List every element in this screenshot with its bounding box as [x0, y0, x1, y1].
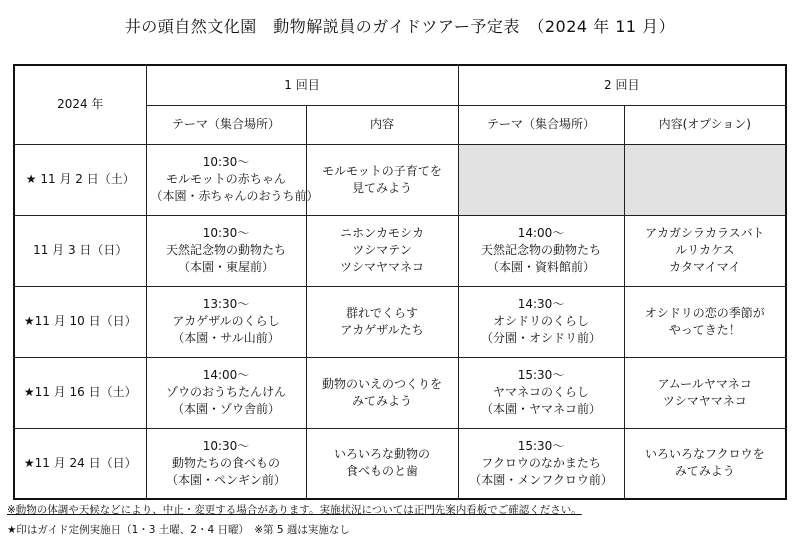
- content-line: いろいろな動物の: [334, 447, 431, 462]
- meeting-place: （本園・資料館前）: [487, 260, 596, 274]
- table-row: [14, 286, 786, 357]
- theme-name: モルモットの赤ちゃん: [166, 172, 286, 186]
- start-time: 14:00～: [202, 368, 250, 382]
- date-cell: ★ 11 月 2 日（土）: [14, 144, 146, 215]
- date-cell: ★11 月 10 日（日）: [14, 286, 146, 357]
- theme-name: 天然記念物の動物たち: [481, 243, 602, 257]
- round2-content-cell: [624, 144, 786, 215]
- theme-name: フクロウのなかまたち: [481, 455, 601, 470]
- round1-content-cell: [306, 428, 458, 499]
- start-time: 14:00～: [517, 226, 565, 240]
- content-header-1: 内容: [306, 105, 458, 144]
- round1-content-cell: [306, 357, 458, 428]
- content-line: ルリカケス: [675, 243, 735, 257]
- content-line: モルモットの子育てを: [322, 163, 442, 178]
- round2-content-cell: [624, 357, 786, 428]
- meeting-place: （分園・オシドリ前）: [481, 331, 602, 345]
- table-row: [14, 428, 786, 499]
- start-time: 13:30～: [202, 297, 250, 311]
- theme-name: アカゲザルのくらし: [172, 314, 280, 328]
- note-cancellation: ※動物の体調や天候などにより、中止・変更する場合があります。実施状況については正門先案内看板でご確認ください。: [7, 504, 582, 516]
- content-line: 見てみよう: [352, 180, 413, 195]
- content-line: オシドリの恋の季節が: [644, 305, 765, 320]
- meeting-place: （本園・ペンギン前）: [166, 472, 286, 487]
- round1-content-cell: [306, 286, 458, 357]
- round2-content-cell: [624, 428, 786, 499]
- round1-theme-cell: [146, 428, 306, 499]
- content-line: みてみよう: [352, 393, 413, 408]
- round2-content-cell: [624, 215, 786, 286]
- content-line: アカゲザルたち: [340, 322, 424, 337]
- round1-theme-cell: [146, 215, 306, 286]
- theme-name: 天然記念物の動物たち: [165, 243, 286, 257]
- note-star-legend: ★印はガイド定例実施日（1・3 土曜、2・4 日曜） ※第 5 週は実施なし: [7, 524, 350, 536]
- header-row-rounds: [14, 65, 786, 105]
- date-cell: ★11 月 24 日（日）: [14, 428, 146, 499]
- round1-theme-cell: [146, 286, 306, 357]
- round2-header: 2 回目: [458, 65, 786, 105]
- round1-content-cell: [306, 215, 458, 286]
- page-title: 井の頭自然文化園 動物解説員のガイドツアー予定表 （2024 年 11 月）: [124, 17, 676, 36]
- content-line: ニホンカモシカ: [340, 226, 425, 240]
- start-time: 15:30～: [517, 438, 565, 453]
- round1-theme-cell: [146, 357, 306, 428]
- round2-theme-cell: [458, 144, 624, 215]
- content-line: 食べものと歯: [346, 464, 419, 479]
- meeting-place: （本園・赤ちゃんのおうち前）: [150, 189, 319, 203]
- content-line: いろいろなフクロウを: [644, 447, 765, 462]
- round1-theme-cell: [146, 144, 319, 215]
- content-line: 動物のいえのつくりを: [322, 376, 443, 391]
- start-time: 10:30～: [202, 226, 250, 240]
- start-time: 15:30～: [517, 368, 565, 382]
- theme-name: ヤマネコのくらし: [493, 385, 590, 399]
- date-cell: ★11 月 16 日（土）: [14, 357, 146, 428]
- round2-content-cell: [624, 286, 786, 357]
- schedule-table: [13, 64, 787, 500]
- content-line: ツシマテン: [352, 243, 412, 257]
- start-time: 14:30～: [517, 297, 565, 311]
- theme-name: ゾウのおうちたんけん: [165, 385, 286, 399]
- date-cell: 11 月 3 日（日）: [14, 215, 146, 286]
- start-time: 10:30～: [202, 155, 250, 169]
- content-line: ツシマヤマネコ: [340, 260, 425, 274]
- theme-name: オシドリのくらし: [493, 314, 590, 328]
- meeting-place: （本園・ゾウ舎前）: [171, 402, 280, 416]
- meeting-place: （本園・ヤマネコ前）: [481, 402, 602, 416]
- content-line: やってきた！: [668, 322, 741, 337]
- content-line: ツシマヤマネコ: [662, 393, 747, 408]
- table-row: [14, 144, 786, 215]
- round1-header: 1 回目: [146, 65, 458, 105]
- theme-header-2: テーマ（集合場所）: [458, 105, 624, 144]
- round2-theme-cell: [458, 286, 624, 357]
- round1-content-cell: [306, 144, 458, 215]
- table-row: [14, 357, 786, 428]
- year-header: 2024 年: [14, 65, 146, 144]
- theme-name: 動物たちの食べもの: [171, 455, 280, 470]
- content-line: アカガシラカラスバト: [645, 226, 765, 240]
- round2-theme-cell: [458, 357, 624, 428]
- content-header-2: 内容(オプション): [624, 105, 786, 144]
- content-line: 群れでくらす: [346, 305, 419, 320]
- meeting-place: （本園・サル山前）: [172, 331, 280, 345]
- meeting-place: （本園・メンフクロウ前）: [469, 472, 613, 487]
- round2-theme-cell: [458, 428, 624, 499]
- content-line: カタマイマイ: [669, 260, 741, 274]
- meeting-place: （本園・東屋前）: [177, 260, 274, 274]
- content-line: みてみよう: [674, 464, 735, 479]
- theme-header-1: テーマ（集合場所）: [146, 105, 306, 144]
- table-row: [14, 215, 786, 286]
- start-time: 10:30～: [202, 438, 250, 453]
- round2-theme-cell: [458, 215, 624, 286]
- content-line: アムールヤマネコ: [657, 376, 752, 391]
